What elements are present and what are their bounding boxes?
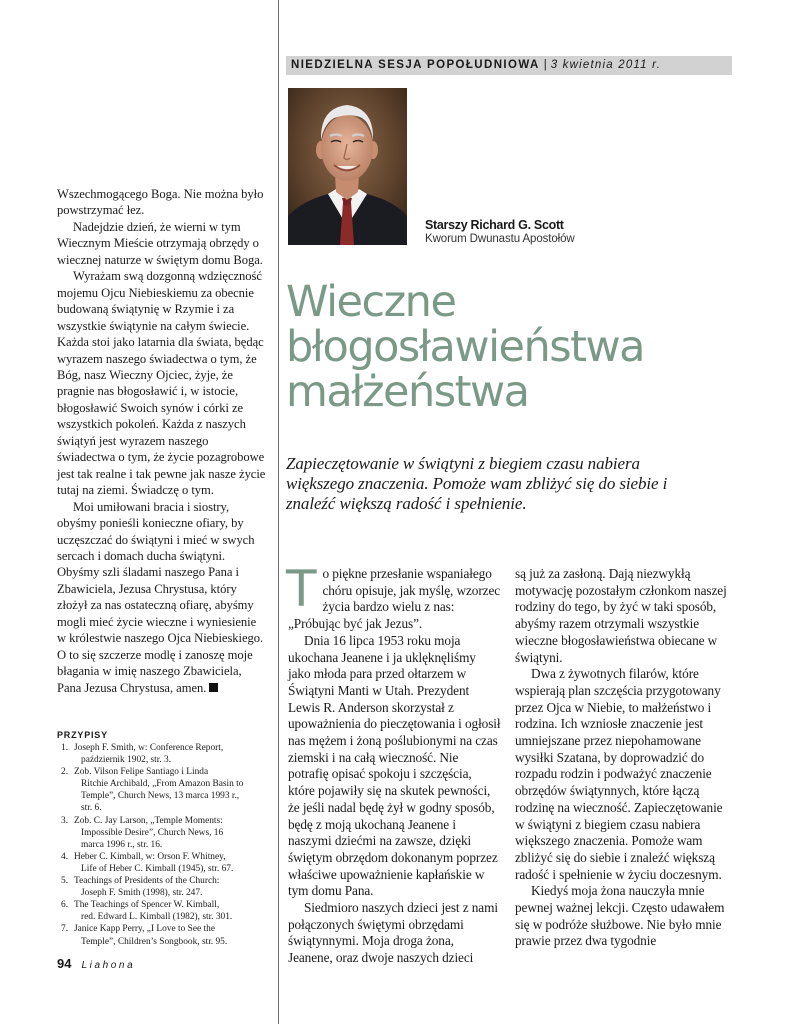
- footnote-number: 7.: [61, 924, 69, 935]
- black-square-icon: [209, 683, 218, 692]
- footnote-item: [57, 815, 275, 851]
- article-title: Wieczne błogosławieństwa małżeństwa: [286, 277, 645, 417]
- footnote-number: 4.: [61, 851, 69, 862]
- article-paragraph-text: o piękne przesłanie wspaniałego chóru opisuje, jak myślę, wzorzec życia bardzo wielu z nas: „Próbując być jak Jezus”.: [288, 566, 501, 632]
- footnote-line: Joseph F. Smith, w: Conference Report,: [74, 743, 224, 753]
- footnote-line: Heber C. Kimball, w: Orson F. Whitney,: [74, 851, 226, 862]
- footnote-item: [57, 742, 275, 766]
- left-paragraph-text: Moi umiłowani bracia i siostry, obyśmy ponieśli konieczne ofiary, by uczęszczać do świątyni i mieć w swych sercach i domach ducha świątyni. Obyśmy szli śladami naszego Pana i Zbawiciela, Jezusa Chrystusa, który złożył za nas ostateczną ofiarę, abyśmy mogli mieć życie wieczne i wyniesienie w królestwie naszego Ojca Niebieskiego. O to się szczerze modlę i zanoszę moje błagania w imię naszego Zbawiciela, Pana Jezusa Chrystusa, amen.: [57, 499, 264, 695]
- article-column-2: [515, 566, 732, 950]
- article-paragraph: są już za zasłoną. Dają niezwykłą motywację pozostałym członkom naszej rodziny do tego, by żyć w taki sposób, abyśmy razem otrzymali wszystkie wieczne błogosławieństwa obiecane w świątyni.: [515, 566, 727, 665]
- footnote-line: Zob. C. Jay Larson, „Temple Moments:: [74, 815, 223, 826]
- footnote-number: 6.: [61, 900, 69, 911]
- footnote-line: Impossible Desire”, Church News, 16: [81, 827, 224, 838]
- footnote-line: Zob. Vilson Felipe Santiago i Linda: [74, 767, 209, 778]
- footnote-number: 5.: [61, 876, 69, 887]
- footnote-line: październik 1902, str. 3.: [81, 755, 172, 766]
- footnotes: [57, 730, 275, 948]
- footnote-number: 2.: [61, 767, 69, 778]
- session-name: NIEDZIELNA SESJA POPOŁUDNIOWA: [291, 59, 540, 71]
- article-column-1: [286, 560, 501, 967]
- footnote-line: red. Edward L. Kimball (1982), str. 301.: [81, 912, 233, 923]
- footnote-line: Temple”, Church News, 13 marca 1993 r.,: [81, 791, 240, 802]
- page-footer: [57, 955, 135, 973]
- footnote-number: 3.: [61, 815, 69, 826]
- speaker-role: Kworum Dwunastu Apostołów: [425, 233, 575, 245]
- footnote-line: Temple”, Children’s Songbook, str. 95.: [81, 936, 228, 947]
- left-paragraph: Nadejdzie dzień, że wierni w tym Wiecznym Mieście otrzymają obrzędy o wiecznej naturze w świętym domu Boga.: [57, 219, 263, 267]
- magazine-name: Liahona: [81, 960, 136, 971]
- footnote-line: The Teachings of Spencer W. Kimball,: [74, 900, 220, 911]
- speaker-name: Starszy Richard G. Scott: [425, 218, 564, 232]
- footnote-list: [57, 742, 275, 948]
- column-divider: [278, 0, 279, 1024]
- article-paragraph-first: [286, 560, 501, 633]
- footnote-item: [57, 875, 275, 899]
- footnote-item: [57, 899, 275, 923]
- footnote-line: marca 1996 r., str. 16.: [81, 839, 163, 850]
- footnote-line: Joseph F. Smith (1998), str. 247.: [81, 888, 203, 899]
- speaker-portrait: [288, 88, 407, 245]
- speaker-credit: [425, 218, 575, 245]
- footnote-item: [57, 766, 275, 814]
- footnote-line: str. 6.: [81, 803, 102, 814]
- article-paragraph: Kiedyś moja żona nauczyła mnie pewnej ważnej lekcji. Często udawałem się w podróże służbowe. Nie było mnie prawie przez dwa tygodnie: [515, 883, 725, 949]
- footnote-number: 1.: [61, 743, 69, 753]
- left-paragraph: Wszechmogącego Boga. Nie można było powstrzymać łez.: [57, 187, 264, 218]
- article-paragraph: Siedmioro naszych dzieci jest z nami połączonych świętymi obrzędami świątynnymi. Moja droga żona, Jeanene, oraz dwoje naszych dzieci: [288, 900, 498, 966]
- header-separator: |: [543, 59, 547, 71]
- session-header: [286, 56, 732, 75]
- left-paragraph: Wyrażam swą dozgonną wdzięczność mojemu Ojcu Niebieskiemu za obecnie budowaną świątynię w Rzymie i za wszystkie świątynie na całym świecie. Każda stoi jako latarnia dla świata, będąc wyrazem naszego świadectwa o tym, że Bóg, nasz Wieczny Ojciec, żyje, że pragnie nas błogosławić i, w istocie, błogosławić Swoich synów i córki ze wszystkich pokoleń. Każda z naszych świątyń jest wyrazem naszego świadectwa o tym, że życie pozagrobowe jest tak realne i tak pewne jak nasze życie tutaj na ziemi. Świadczę o tym.: [57, 269, 266, 498]
- footnote-line: Life of Heber C. Kimball (1945), str. 67.: [81, 863, 234, 874]
- left-column: [57, 186, 267, 696]
- article-paragraph: Dwa z żywotnych filarów, które wspierają plan szczęścia przygotowany przez Ojca w Niebie, to małżeństwo i rodzina. Ich wzniosłe znaczenie jest umniejszane przez niepohamowane wysiłki Szatana, by doprowadzić do rozpadu rodzin i podważyć znaczenie obrzędów świątynnych, które łączą rodzinę na wieczność. Zapieczętowanie w świątyni z biegiem czasu nabiera większego znaczenia. Pomoże wam zbliżyć się do siebie i znaleźć większą radość i spełnienie w życiu doczesnym.: [515, 666, 723, 882]
- footnote-item: [57, 923, 275, 947]
- drop-cap: T: [286, 560, 317, 618]
- footnote-line: Janice Kapp Perry, „I Love to See the: [74, 924, 216, 935]
- left-paragraph-final: [57, 499, 267, 696]
- footnote-line: Teachings of Presidents of the Church:: [74, 876, 220, 887]
- footnote-line: Ritchie Archibald, „From Amazon Basin to: [81, 779, 244, 790]
- article-paragraph: Dnia 16 lipca 1953 roku moja ukochana Jeanene i ja uklęknęliśmy jako młoda para przed ołtarzem w Świątyni Manti w Utah. Prezydent Lewis R. Anderson skorzystał z upoważnienia do pieczętowania i ogłosił nas mężem i żoną poślubionymi na czas ziemski i na całą wieczność. Nie potrafię opisać spokoju i szczęścia, które pojawiły się na skutek pewności, że jeśli nadal będę żył w godny sposób, będę z moją ukochaną Jeanene i naszymi dziećmi na zawsze, dzięki świętym obrzędom dokonanym poprzez właściwe upoważnienie kapłańskie w tym domu Pana.: [288, 632, 501, 899]
- session-date: 3 kwietnia 2011 r.: [550, 59, 662, 71]
- page-number: 94: [57, 956, 72, 971]
- article-lead: Zapieczętowanie w świątyni z biegiem czasu nabiera większego znaczenia. Pomoże wam zbliżyć się do siebie i znaleźć większą radość i spełnienie.: [286, 454, 668, 513]
- footnote-item: [57, 851, 275, 875]
- footnotes-title: PRZYPISY: [57, 730, 108, 740]
